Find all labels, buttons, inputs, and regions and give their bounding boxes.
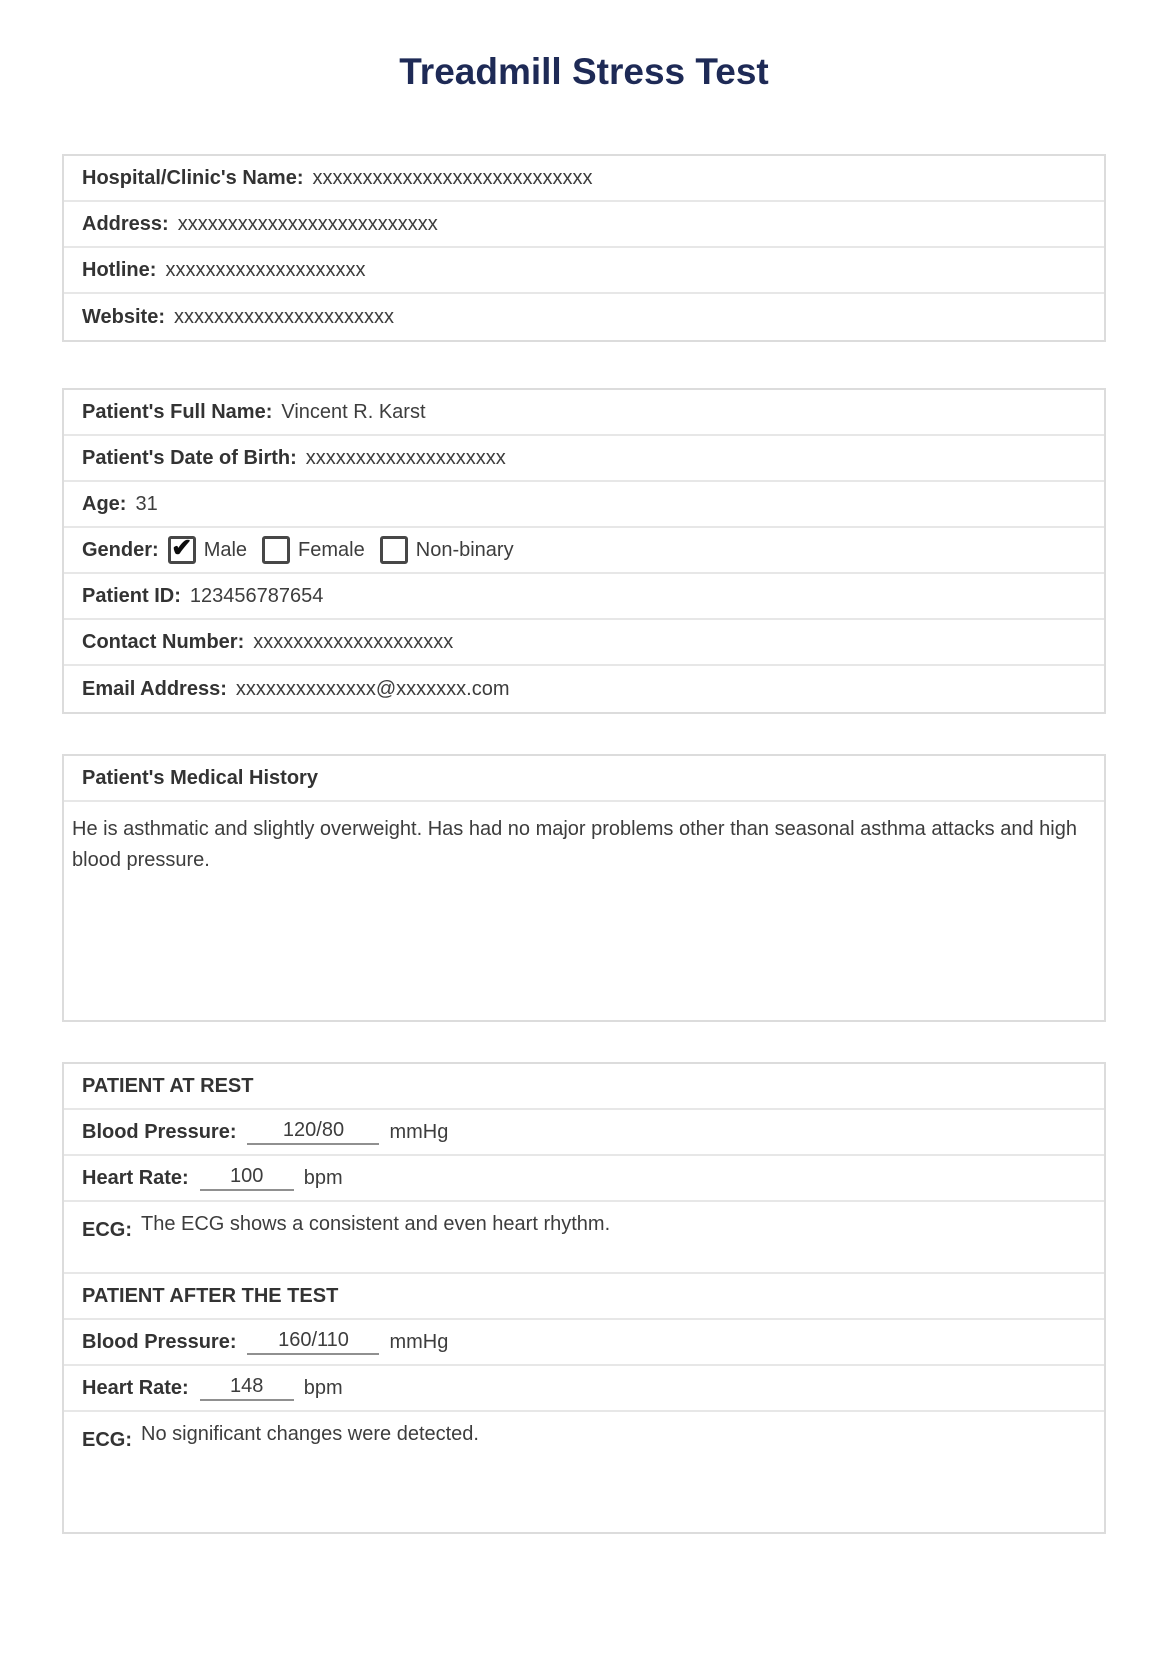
address-label: Address: bbox=[82, 212, 169, 235]
document-page bbox=[0, 50, 1176, 1534]
gender-row bbox=[64, 528, 1104, 574]
page-title: Treadmill Stress Test bbox=[399, 51, 769, 92]
age-label: Age: bbox=[82, 492, 127, 515]
after-test-header: PATIENT AFTER THE TEST bbox=[82, 1284, 339, 1307]
after-test-ecg-row bbox=[64, 1412, 1104, 1532]
checkmark-icon: ✔ bbox=[171, 533, 193, 562]
after-test-bp-field[interactable]: 160/110 bbox=[247, 1329, 379, 1355]
hotline-value[interactable]: xxxxxxxxxxxxxxxxxxxx bbox=[165, 258, 366, 281]
patient-id-value[interactable]: 123456787654 bbox=[189, 584, 324, 607]
at-rest-bp-field[interactable]: 120/80 bbox=[247, 1119, 379, 1145]
at-rest-hr-field[interactable]: 100 bbox=[200, 1165, 294, 1191]
at-rest-header-row bbox=[64, 1064, 1104, 1110]
website-row bbox=[64, 294, 1104, 340]
hospital-name-row bbox=[64, 156, 1104, 202]
full-name-value[interactable]: Vincent R. Karst bbox=[281, 400, 426, 423]
dob-row bbox=[64, 436, 1104, 482]
gender-option-female bbox=[262, 536, 365, 564]
at-rest-bp-row bbox=[64, 1110, 1104, 1156]
hospital-name-value[interactable]: xxxxxxxxxxxxxxxxxxxxxxxxxxxx bbox=[312, 166, 593, 189]
email-label: Email Address: bbox=[82, 677, 227, 700]
patient-id-row bbox=[64, 574, 1104, 620]
at-rest-hr-label: Heart Rate: bbox=[82, 1166, 189, 1189]
contact-label: Contact Number: bbox=[82, 630, 245, 653]
hotline-label: Hotline: bbox=[82, 258, 157, 281]
nonbinary-label: Non-binary bbox=[415, 538, 514, 561]
medical-history-header-row bbox=[64, 756, 1104, 802]
medical-history-section bbox=[62, 754, 1106, 1022]
hospital-info-section bbox=[62, 154, 1106, 342]
female-label: Female bbox=[298, 538, 365, 561]
after-test-bp-row bbox=[64, 1320, 1104, 1366]
nonbinary-checkbox[interactable] bbox=[380, 536, 408, 564]
at-rest-bp-unit: mmHg bbox=[389, 1120, 449, 1143]
at-rest-bp-label: Blood Pressure: bbox=[82, 1120, 237, 1143]
patient-id-label: Patient ID: bbox=[82, 584, 181, 607]
female-checkbox[interactable] bbox=[262, 536, 290, 564]
at-rest-header: PATIENT AT REST bbox=[82, 1074, 254, 1097]
contact-value[interactable]: xxxxxxxxxxxxxxxxxxxx bbox=[253, 630, 454, 653]
at-rest-ecg-row bbox=[64, 1202, 1104, 1274]
medical-history-body[interactable]: He is asthmatic and slightly overweight. Has had no major problems other than seasonal asthma attacks and high blood pressure. bbox=[72, 818, 1077, 871]
hospital-name-label: Hospital/Clinic's Name: bbox=[82, 166, 304, 189]
email-value[interactable]: xxxxxxxxxxxxxx@xxxxxxx.com bbox=[235, 677, 510, 700]
male-checkbox[interactable] bbox=[168, 533, 196, 564]
after-test-header-row bbox=[64, 1274, 1104, 1320]
dob-label: Patient's Date of Birth: bbox=[82, 446, 297, 469]
medical-history-header: Patient's Medical History bbox=[82, 766, 318, 789]
at-rest-hr-unit: bpm bbox=[303, 1166, 343, 1189]
full-name-label: Patient's Full Name: bbox=[82, 400, 273, 423]
after-test-hr-label: Heart Rate: bbox=[82, 1376, 189, 1399]
patient-info-section bbox=[62, 388, 1106, 714]
address-row bbox=[64, 202, 1104, 248]
after-test-hr-row bbox=[64, 1366, 1104, 1412]
after-test-ecg-value[interactable]: No significant changes were detected. bbox=[141, 1423, 479, 1445]
address-value[interactable]: xxxxxxxxxxxxxxxxxxxxxxxxxx bbox=[177, 212, 438, 235]
website-value[interactable]: xxxxxxxxxxxxxxxxxxxxxx bbox=[173, 305, 394, 328]
after-test-bp-unit: mmHg bbox=[389, 1330, 449, 1353]
gender-label: Gender: bbox=[82, 538, 159, 561]
age-row bbox=[64, 482, 1104, 528]
dob-value[interactable]: xxxxxxxxxxxxxxxxxxxx bbox=[305, 446, 506, 469]
at-rest-hr-row bbox=[64, 1156, 1104, 1202]
at-rest-ecg-value[interactable]: The ECG shows a consistent and even heart rhythm. bbox=[141, 1213, 611, 1235]
after-test-ecg-label: ECG: bbox=[82, 1429, 132, 1451]
hotline-row bbox=[64, 248, 1104, 294]
gender-option-nonbinary bbox=[380, 536, 514, 564]
age-value[interactable]: 31 bbox=[135, 492, 158, 515]
gender-option-male bbox=[168, 533, 248, 564]
after-test-hr-field[interactable]: 148 bbox=[200, 1375, 294, 1401]
website-label: Website: bbox=[82, 305, 165, 328]
test-results-section bbox=[62, 1062, 1106, 1534]
contact-row bbox=[64, 620, 1104, 666]
male-label: Male bbox=[203, 538, 248, 561]
after-test-bp-label: Blood Pressure: bbox=[82, 1330, 237, 1353]
full-name-row bbox=[64, 390, 1104, 436]
email-row bbox=[64, 666, 1104, 712]
after-test-hr-unit: bpm bbox=[303, 1376, 343, 1399]
at-rest-ecg-label: ECG: bbox=[82, 1219, 132, 1241]
